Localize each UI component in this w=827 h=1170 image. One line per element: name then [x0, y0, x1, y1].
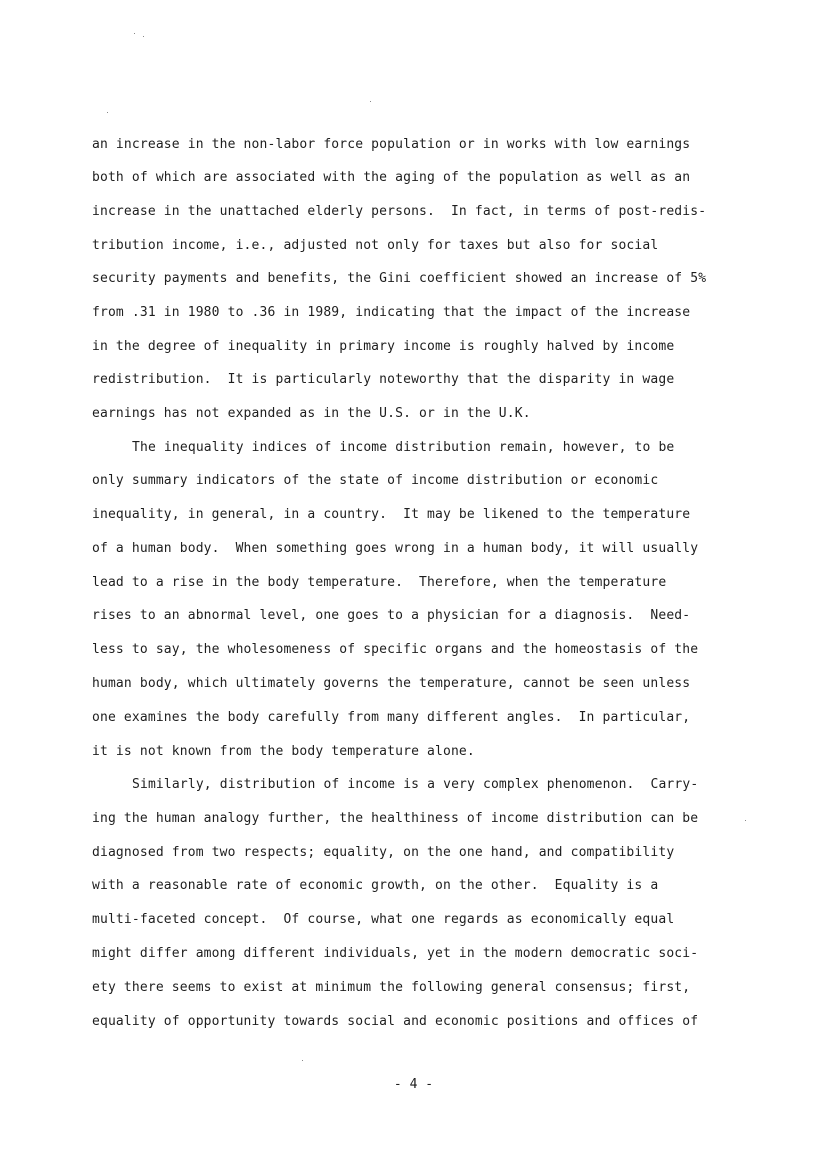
text-line: human body, which ultimately governs the temperature, cannot be seen unless — [92, 676, 691, 691]
text-line: an increase in the non-labor force population or in works with low earnings — [92, 137, 691, 152]
text-line: of a human body. When something goes wrong in a human body, it will usually — [92, 541, 699, 556]
text-line: less to say, the wholesomeness of specific organs and the homeostasis of the — [92, 642, 699, 657]
text-line: redistribution. It is particularly noteworthy that the disparity in wage — [92, 372, 675, 387]
text-line: rises to an abnormal level, one goes to a physician for a diagnosis. Need- — [92, 608, 691, 623]
text-line: earnings has not expanded as in the U.S. or in the U.K. — [92, 406, 531, 421]
text-line: multi-faceted concept. Of course, what one regards as economically equal — [92, 912, 675, 927]
text-line: tribution income, i.e., adjusted not only for taxes but also for social — [92, 238, 659, 253]
text-line: in the degree of inequality in primary income is roughly halved by income — [92, 339, 675, 354]
text-line: increase in the unattached elderly persons. In fact, in terms of post-redis- — [92, 204, 707, 219]
text-line: ing the human analogy further, the healthiness of income distribution can be — [92, 811, 699, 826]
text-line: with a reasonable rate of economic growth, on the other. Equality is a — [92, 878, 659, 893]
text-line: equality of opportunity towards social and economic positions and offices of — [92, 1014, 699, 1029]
text-line: from .31 in 1980 to .36 in 1989, indicating that the impact of the increase — [92, 305, 691, 320]
text-line: it is not known from the body temperature alone. — [92, 744, 475, 759]
paragraph-first-line: Similarly, distribution of income is a very complex phenomenon. Carry- — [132, 777, 699, 792]
text-line: one examines the body carefully from many different angles. In particular, — [92, 710, 691, 725]
paragraph-first-line: The inequality indices of income distribution remain, however, to be — [132, 440, 675, 455]
text-line: only summary indicators of the state of income distribution or economic — [92, 473, 659, 488]
text-line: ety there seems to exist at minimum the following general consensus; first, — [92, 980, 691, 995]
text-line: both of which are associated with the aging of the population as well as an — [92, 170, 691, 185]
text-line: security payments and benefits, the Gini coefficient showed an increase of 5% — [92, 271, 707, 286]
text-line: lead to a rise in the body temperature. Therefore, when the temperature — [92, 575, 667, 590]
page-number: - 4 - — [393, 1077, 434, 1092]
text-line: inequality, in general, in a country. It may be likened to the temperature — [92, 507, 691, 522]
text-line: might differ among different individuals, yet in the modern democratic soci- — [92, 946, 699, 961]
text-line: diagnosed from two respects; equality, on the one hand, and compatibility — [92, 845, 675, 860]
